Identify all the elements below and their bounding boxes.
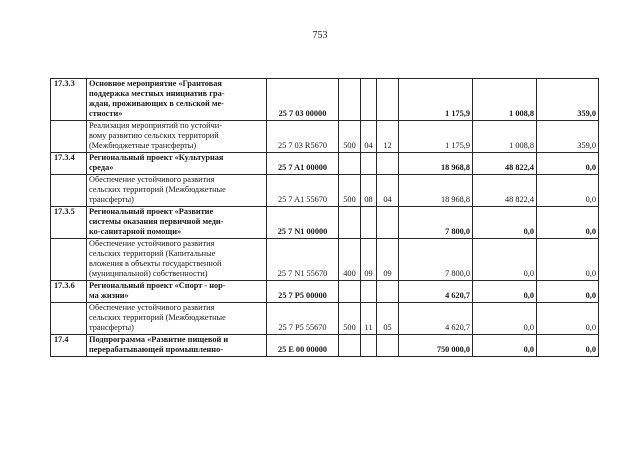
subsection-code	[377, 153, 399, 175]
amount-year-3: 0,0	[537, 153, 599, 175]
table-row	[51, 175, 599, 207]
row-number: 17.3.3	[51, 79, 87, 121]
amount-year-1: 7 800,0	[399, 239, 473, 281]
amount-year-2: 0,0	[473, 281, 537, 303]
subsection-code: 09	[377, 239, 399, 281]
section-code: 11	[361, 303, 377, 335]
table-body	[51, 79, 599, 357]
expense-type-code	[339, 153, 361, 175]
expense-type-code	[339, 281, 361, 303]
expense-type-code: 500	[339, 303, 361, 335]
expense-type-code	[339, 335, 361, 357]
description-line: сельских территорий (Межбюджетные	[89, 185, 226, 194]
description-line: (муниципальной) собственности)	[89, 269, 208, 278]
subsection-code	[377, 207, 399, 239]
description-line: Обеспечение устойчивого развития	[89, 175, 215, 184]
row-description	[87, 335, 267, 357]
target-article-code: 25 7 03 R5670	[267, 121, 339, 153]
table-row	[51, 79, 599, 121]
description-line: вому развитию сельских территорий	[89, 131, 219, 140]
amount-year-2: 48 822,4	[473, 175, 537, 207]
row-description	[87, 175, 267, 207]
section-code	[361, 207, 377, 239]
row-number: 17.3.5	[51, 207, 87, 239]
row-number: 17.4	[51, 335, 87, 357]
table-row	[51, 121, 599, 153]
row-description	[87, 121, 267, 153]
amount-year-3: 0,0	[537, 303, 599, 335]
description-line: Основное мероприятие «Грантовая	[89, 79, 222, 88]
description-line: сельских территорий (Межбюджетные	[89, 313, 226, 322]
amount-year-2: 0,0	[473, 207, 537, 239]
amount-year-1: 18 968,8	[399, 175, 473, 207]
description-line: (Межбюджетные трансферты)	[89, 141, 197, 150]
row-number	[51, 239, 87, 281]
table-row	[51, 335, 599, 357]
subsection-code: 04	[377, 175, 399, 207]
description-line: Подпрограмма «Развитие пищевой и	[89, 335, 229, 344]
description-line: перерабатывающей промышленно-	[89, 345, 223, 354]
description-line: трансферты)	[89, 323, 134, 332]
page-number: 753	[312, 30, 328, 41]
row-description	[87, 239, 267, 281]
subsection-code: 12	[377, 121, 399, 153]
row-description	[87, 79, 267, 121]
section-code: 09	[361, 239, 377, 281]
amount-year-2: 0,0	[473, 335, 537, 357]
expense-type-code	[339, 79, 361, 121]
expense-type-code	[339, 207, 361, 239]
amount-year-3: 0,0	[537, 175, 599, 207]
table-row	[51, 281, 599, 303]
amount-year-1: 4 620,7	[399, 303, 473, 335]
description-line: Региональный проект «Спорт - нор-	[89, 281, 226, 290]
row-description	[87, 153, 267, 175]
row-description	[87, 303, 267, 335]
section-code: 04	[361, 121, 377, 153]
amount-year-1: 1 175,9	[399, 79, 473, 121]
amount-year-2: 0,0	[473, 239, 537, 281]
amount-year-3: 359,0	[537, 79, 599, 121]
amount-year-3: 0,0	[537, 335, 599, 357]
amount-year-2: 1 008,8	[473, 79, 537, 121]
table-row	[51, 207, 599, 239]
amount-year-1: 18 968,8	[399, 153, 473, 175]
table-row	[51, 303, 599, 335]
target-article-code: 25 E 00 00000	[267, 335, 339, 357]
amount-year-1: 1 175,9	[399, 121, 473, 153]
amount-year-3: 359,0	[537, 121, 599, 153]
section-code	[361, 79, 377, 121]
description-line: стности»	[89, 109, 123, 118]
amount-year-3: 0,0	[537, 207, 599, 239]
section-code	[361, 281, 377, 303]
amount-year-2: 48 822,4	[473, 153, 537, 175]
section-code	[361, 335, 377, 357]
amount-year-3: 0,0	[537, 239, 599, 281]
amount-year-3: 0,0	[537, 281, 599, 303]
target-article-code: 25 7 N1 00000	[267, 207, 339, 239]
expense-type-code: 500	[339, 175, 361, 207]
amount-year-1: 7 800,0	[399, 207, 473, 239]
subsection-code	[377, 281, 399, 303]
description-line: Обеспечение устойчивого развития	[89, 239, 215, 248]
description-line: Региональный проект «Развитие	[89, 207, 214, 216]
row-number	[51, 121, 87, 153]
subsection-code	[377, 79, 399, 121]
expense-type-code: 500	[339, 121, 361, 153]
amount-year-1: 750 000,0	[399, 335, 473, 357]
target-article-code: 25 7 03 00000	[267, 79, 339, 121]
target-article-code: 25 7 A1 55670	[267, 175, 339, 207]
row-number: 17.3.4	[51, 153, 87, 175]
row-number: 17.3.6	[51, 281, 87, 303]
description-line: среда»	[89, 163, 114, 172]
description-line: трансферты)	[89, 195, 134, 204]
section-code: 08	[361, 175, 377, 207]
budget-table	[50, 78, 599, 357]
amount-year-1: 4 620,7	[399, 281, 473, 303]
amount-year-2: 1 008,8	[473, 121, 537, 153]
description-line: вложения в объекты государственной	[89, 259, 222, 268]
description-line: Реализация мероприятий по устойчи-	[89, 121, 222, 130]
subsection-code	[377, 335, 399, 357]
description-line: системы оказания первичной меди-	[89, 217, 224, 226]
description-line: ко-санитарной помощи»	[89, 227, 182, 236]
amount-year-2: 0,0	[473, 303, 537, 335]
row-number	[51, 303, 87, 335]
expense-type-code: 400	[339, 239, 361, 281]
description-line: ма жизни»	[89, 291, 129, 300]
target-article-code: 25 7 P5 00000	[267, 281, 339, 303]
section-code	[361, 153, 377, 175]
description-line: ждан, проживающих в сельской ме-	[89, 99, 224, 108]
target-article-code: 25 7 N1 55670	[267, 239, 339, 281]
description-line: Обеспечение устойчивого развития	[89, 303, 215, 312]
subsection-code: 05	[377, 303, 399, 335]
row-number	[51, 175, 87, 207]
description-line: поддержка местных инициатив гра-	[89, 89, 225, 98]
target-article-code: 25 7 P5 55670	[267, 303, 339, 335]
table-row	[51, 153, 599, 175]
description-line: Региональный проект «Культурная	[89, 153, 224, 162]
row-description	[87, 207, 267, 239]
table-row	[51, 239, 599, 281]
description-line: сельских территорий (Капитальные	[89, 249, 216, 258]
target-article-code: 25 7 A1 00000	[267, 153, 339, 175]
row-description	[87, 281, 267, 303]
